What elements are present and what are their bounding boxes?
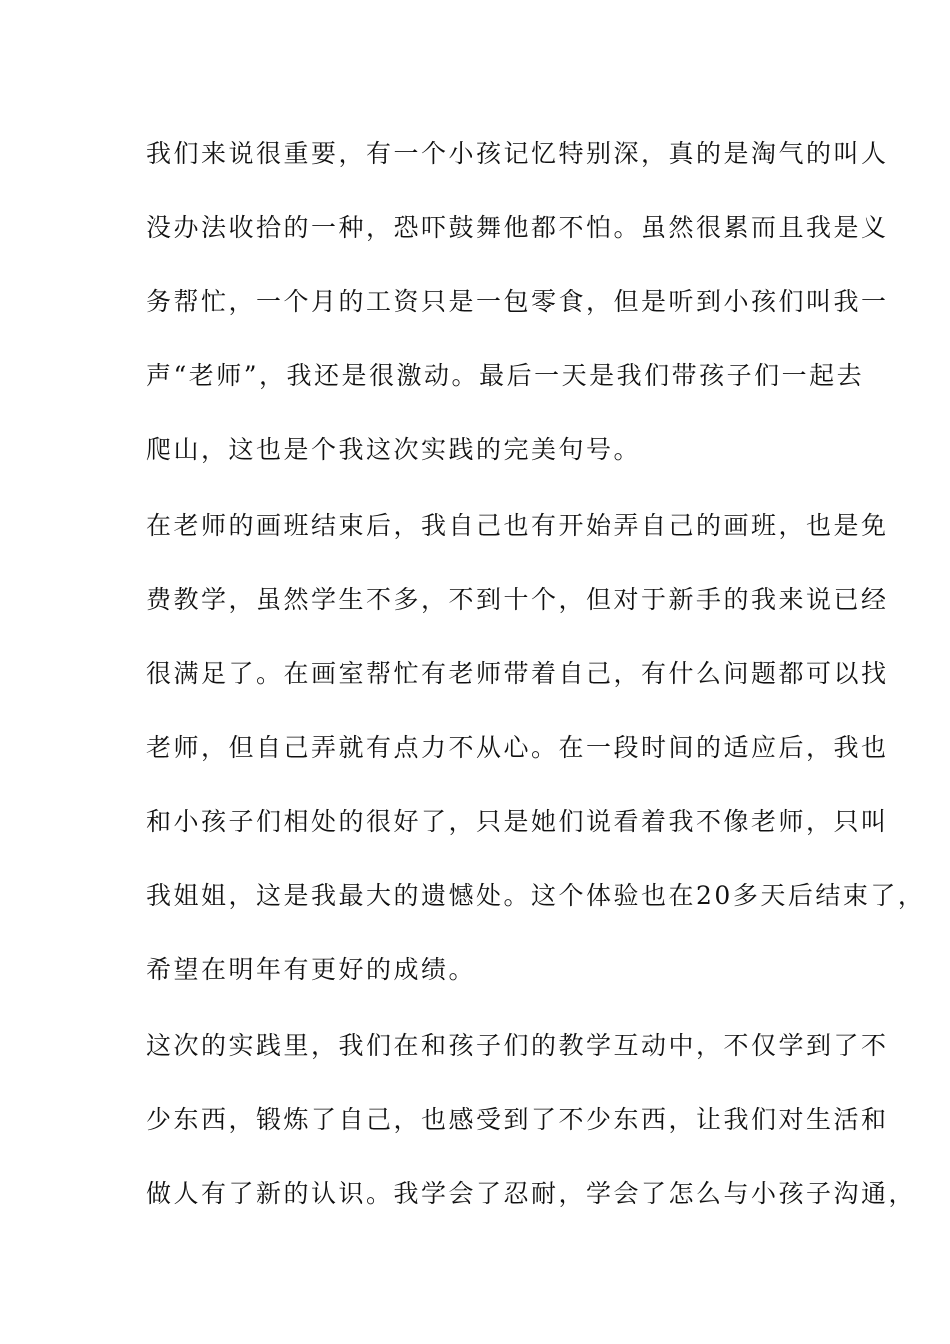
text-line: 务帮忙，一个月的工资只是一包零食，但是听到小孩们叫我一 [146, 287, 889, 316]
text-line: 我姐姐，这是我最大的遗憾处。这个体验也在20多天后结束了， [146, 881, 926, 910]
text-line: 希望在明年有更好的成绩。 [146, 955, 477, 984]
text-line: 没办法收拾的一种，恐吓鼓舞他都不怕。虽然很累而且我是义 [146, 213, 889, 242]
text-line: 做人有了新的认识。我学会了忍耐，学会了怎么与小孩子沟通， [146, 1179, 917, 1208]
text-line: 这次的实践里，我们在和孩子们的教学互动中，不仅学到了不 [146, 1031, 889, 1060]
text-line: 老师，但自己弄就有点力不从心。在一段时间的适应后，我也 [146, 733, 889, 762]
text-line: 声“老师”，我还是很激动。最后一天是我们带孩子们一起去 [146, 361, 865, 390]
text-line: 很满足了。在画室帮忙有老师带着自己，有什么问题都可以找 [146, 659, 889, 688]
text-line: 费教学，虽然学生不多，不到十个，但对于新手的我来说已经 [146, 585, 889, 614]
text-line: 和小孩子们相处的很好了，只是她们说看着我不像老师，只叫 [146, 807, 889, 836]
text-line: 爬山，这也是个我这次实践的完美句号。 [146, 435, 642, 464]
text-line: 我们来说很重要，有一个小孩记忆特别深，真的是淘气的叫人 [146, 139, 889, 168]
text-line: 在老师的画班结束后，我自己也有开始弄自己的画班，也是免 [146, 511, 889, 540]
text-line: 少东西，锻炼了自己，也感受到了不少东西，让我们对生活和 [146, 1105, 889, 1134]
